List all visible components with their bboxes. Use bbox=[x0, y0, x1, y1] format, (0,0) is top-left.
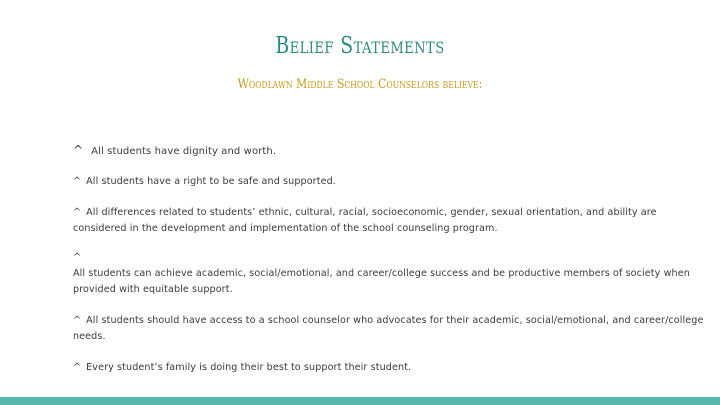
caret-bullet-icon: ^ bbox=[73, 176, 82, 187]
slide-title: Belief Statements bbox=[275, 33, 445, 59]
belief-statement-5 bbox=[73, 313, 713, 345]
caret-bullet-icon: ^ bbox=[73, 143, 84, 157]
belief-statement-1 bbox=[73, 142, 713, 160]
belief-statement-2 bbox=[73, 174, 713, 190]
belief-statement-6 bbox=[73, 360, 713, 376]
slide-subtitle: Woodlawn Middle School Counselors believe: bbox=[237, 77, 483, 92]
statement-text: All students should have access to a school counselor who advocates for their academic, social/emotional, and career/college needs. bbox=[73, 315, 704, 342]
statement-text: All students can achieve academic, social/emotional, and career/college success and be productive members of society when provided with equitable support. bbox=[73, 268, 690, 295]
statement-text: All students have a right to be safe and supported. bbox=[86, 176, 336, 187]
caret-bullet-icon: ^ bbox=[73, 207, 82, 218]
bottom-accent-bar bbox=[0, 397, 720, 405]
belief-statement-3 bbox=[73, 205, 713, 237]
statement-text: All differences related to students’ ethnic, cultural, racial, socioeconomic, gender, sexual orientation, and ability are considered in the development and implementation of the school counseling program. bbox=[73, 207, 657, 234]
caret-bullet-icon: ^ bbox=[73, 362, 82, 373]
belief-statement-4 bbox=[73, 250, 713, 298]
caret-bullet-icon: ^ bbox=[73, 315, 82, 326]
caret-bullet-icon: ^ bbox=[73, 252, 82, 263]
statement-text: All students have dignity and worth. bbox=[91, 146, 277, 157]
statement-text: Every student’s family is doing their best to support their student. bbox=[86, 362, 412, 373]
